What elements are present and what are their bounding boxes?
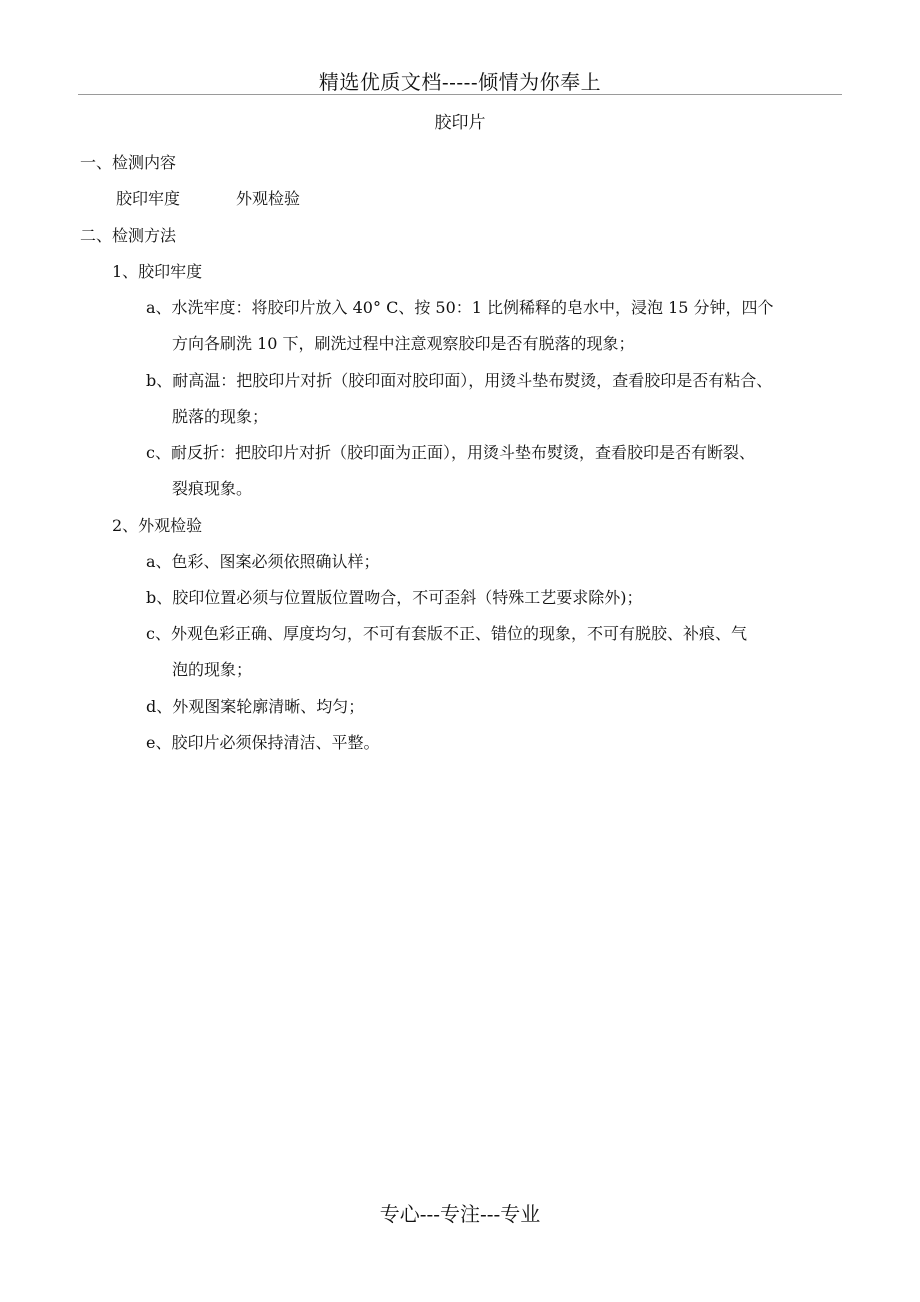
appearance-item-c-line-1: c、外观色彩正确、厚度均匀，不可有套版不正、错位的现象，不可有脱胶、补痕、气 [146, 624, 747, 643]
wash-fastness-line-1: a、水洗牢度：将胶印片放入 40° C、按 50：1 比例稀释的皂水中，浸泡 15 分钟，四个 [146, 298, 774, 317]
heat-resistance-line-2: 脱落的现象； [172, 407, 269, 426]
fold-resistance-line-2: 裂痕现象。 [172, 479, 253, 498]
subsection-1-heading: 1、胶印牢度 [112, 262, 203, 281]
appearance-item-c-line-2: 泡的现象； [172, 660, 253, 679]
header-divider [78, 94, 842, 95]
section-1-heading: 一、检测内容 [80, 153, 177, 172]
appearance-item-d: d、外观图案轮廓清晰、均匀； [146, 697, 365, 716]
inspection-item-adhesion: 胶印牢度 [116, 189, 181, 208]
section-2-heading: 二、检测方法 [80, 226, 177, 245]
appearance-item-b: b、胶印位置必须与位置版位置吻合，不可歪斜（特殊工艺要求除外)； [146, 588, 643, 607]
heat-resistance-line-1: b、耐高温：把胶印片对折（胶印面对胶印面），用烫斗垫布熨烫，查看胶印是否有粘合、 [146, 371, 773, 390]
document-title: 胶印片 [434, 113, 486, 133]
page-header: 精选优质文档-----倾情为你奉上 [318, 70, 602, 94]
subsection-2-heading: 2、外观检验 [112, 516, 203, 535]
page-footer: 专心---专注---专业 [379, 1202, 541, 1226]
appearance-item-a: a、色彩、图案必须依照确认样； [146, 552, 380, 571]
inspection-item-appearance: 外观检验 [236, 189, 301, 208]
appearance-item-e: e、胶印片必须保持清洁、平整。 [146, 733, 380, 752]
fold-resistance-line-1: c、耐反折：把胶印片对折（胶印面为正面），用烫斗垫布熨烫，查看胶印是否有断裂、 [146, 443, 755, 462]
wash-fastness-line-2: 方向各刷洗 10 下，刷洗过程中注意观察胶印是否有脱落的现象； [172, 334, 635, 353]
